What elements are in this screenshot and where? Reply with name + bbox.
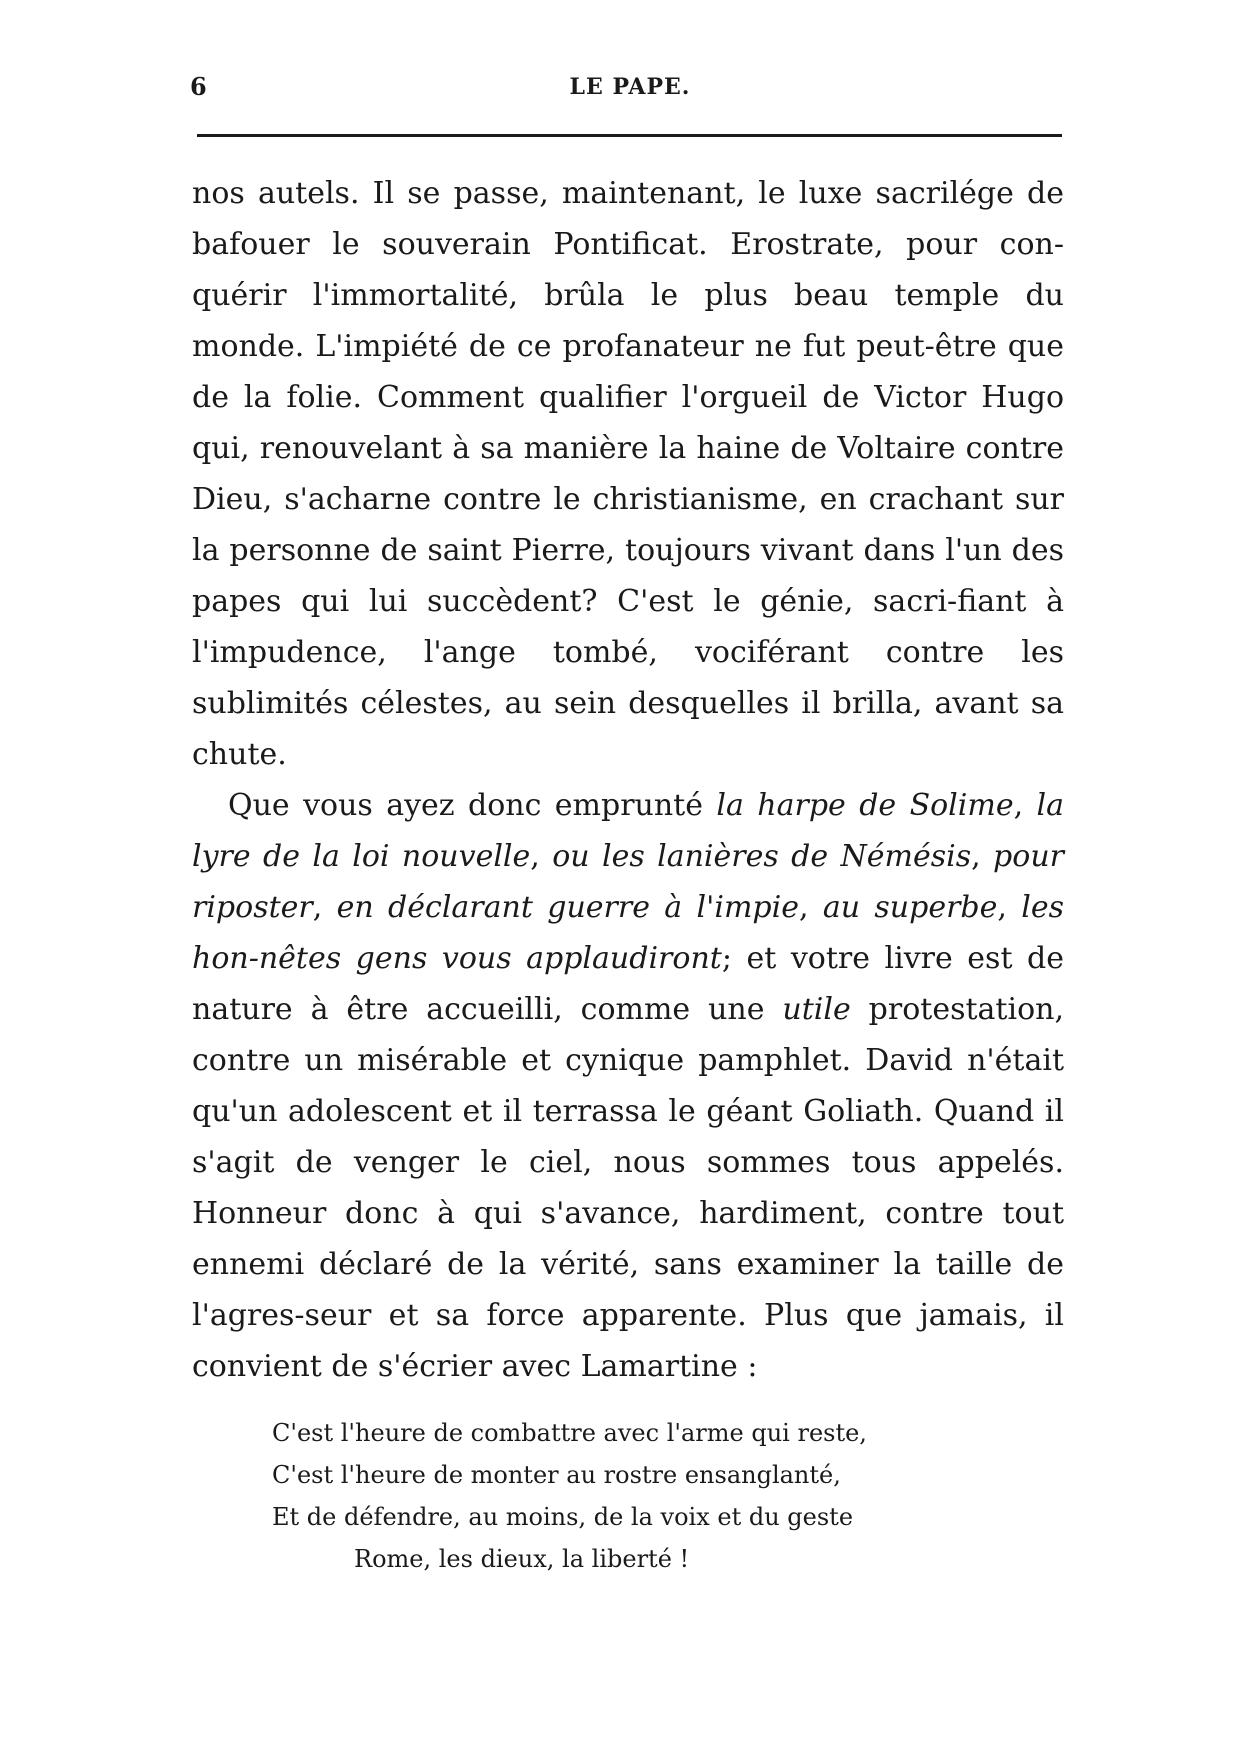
paragraph-text: Que vous ayez donc emprunté: [228, 788, 717, 823]
italic-phrase: les hon-nêtes gens vous applaudiront: [192, 890, 1065, 976]
header-rule: [197, 134, 1062, 137]
italic-phrase: la harpe de Solime: [716, 788, 1014, 823]
paragraph-text: ,: [312, 890, 337, 925]
paragraph-text: protestation, contre un misérable et cynique pamphlet. David n'était qu'un adolescent et il terrassa le géant Goliath. Quand il s'agit de venger le ciel, nous sommes tous appelés. Honneur donc à qui s'avance, hardiment, contre tout ennemi déclaré de la vérité, sans examiner la taille de l'agres-seur et sa force apparente. Plus que jamais, il convient de s'écrier avec Lamartine :: [192, 992, 1064, 1384]
paragraph-text: ; et votre livre est de nature à être accueilli, comme une: [192, 941, 1065, 1027]
paragraph-text: nos autels. Il se passe, maintenant, le luxe sacrilége de bafouer le souverain Pontificat. Erostrate, pour con-quérir l'immortalité, brûla le plus beau temple du monde. L'impiété de ce profanateur ne fut peut-être que de la folie. Comment qualifier l'orgueil de Victor Hugo qui, renouvelant à sa manière la haine de Voltaire contre Dieu, s'acharne contre le christianisme, en crachant sur la personne de saint Pierre, toujours vivant dans l'un des papes qui lui succèdent? C'est le génie, sacri-fiant à l'impudence, l'ange tombé, vociférant contre les sublimités célestes, au sein desquelles il brilla, avant sa chute.: [192, 176, 1064, 772]
paragraph-text: ,: [1013, 788, 1037, 823]
paragraph-text: ,: [997, 890, 1022, 925]
paragraph-text: ,: [971, 839, 994, 874]
italic-phrase: au superbe: [822, 890, 998, 925]
paragraph-1: [192, 168, 1064, 780]
paragraph-text: ,: [530, 839, 553, 874]
italic-phrase: pour riposter: [192, 839, 1064, 925]
verse-quotation: [272, 1412, 952, 1580]
body-text: [192, 168, 1064, 1392]
running-title: LE PAPE.: [569, 74, 691, 100]
paragraph-text: ,: [798, 890, 823, 925]
page-number: 6: [190, 72, 207, 101]
italic-phrase: la lyre de la loi nouvelle: [192, 788, 1065, 874]
italic-phrase: en déclarant guerre à l'impie: [336, 890, 799, 925]
verse-line: Et de défendre, au moins, de la voix et du geste: [272, 1503, 854, 1531]
verse-line: Rome, les dieux, la liberté !: [354, 1545, 690, 1573]
page-header: [190, 72, 1070, 112]
italic-phrase: utile: [782, 992, 851, 1027]
verse-line: C'est l'heure de monter au rostre ensanglanté,: [272, 1461, 841, 1489]
verse-line: C'est l'heure de combattre avec l'arme qui reste,: [272, 1419, 867, 1447]
paragraph-2: [192, 780, 1064, 1392]
italic-phrase: ou les lanières de Némésis: [552, 839, 972, 874]
